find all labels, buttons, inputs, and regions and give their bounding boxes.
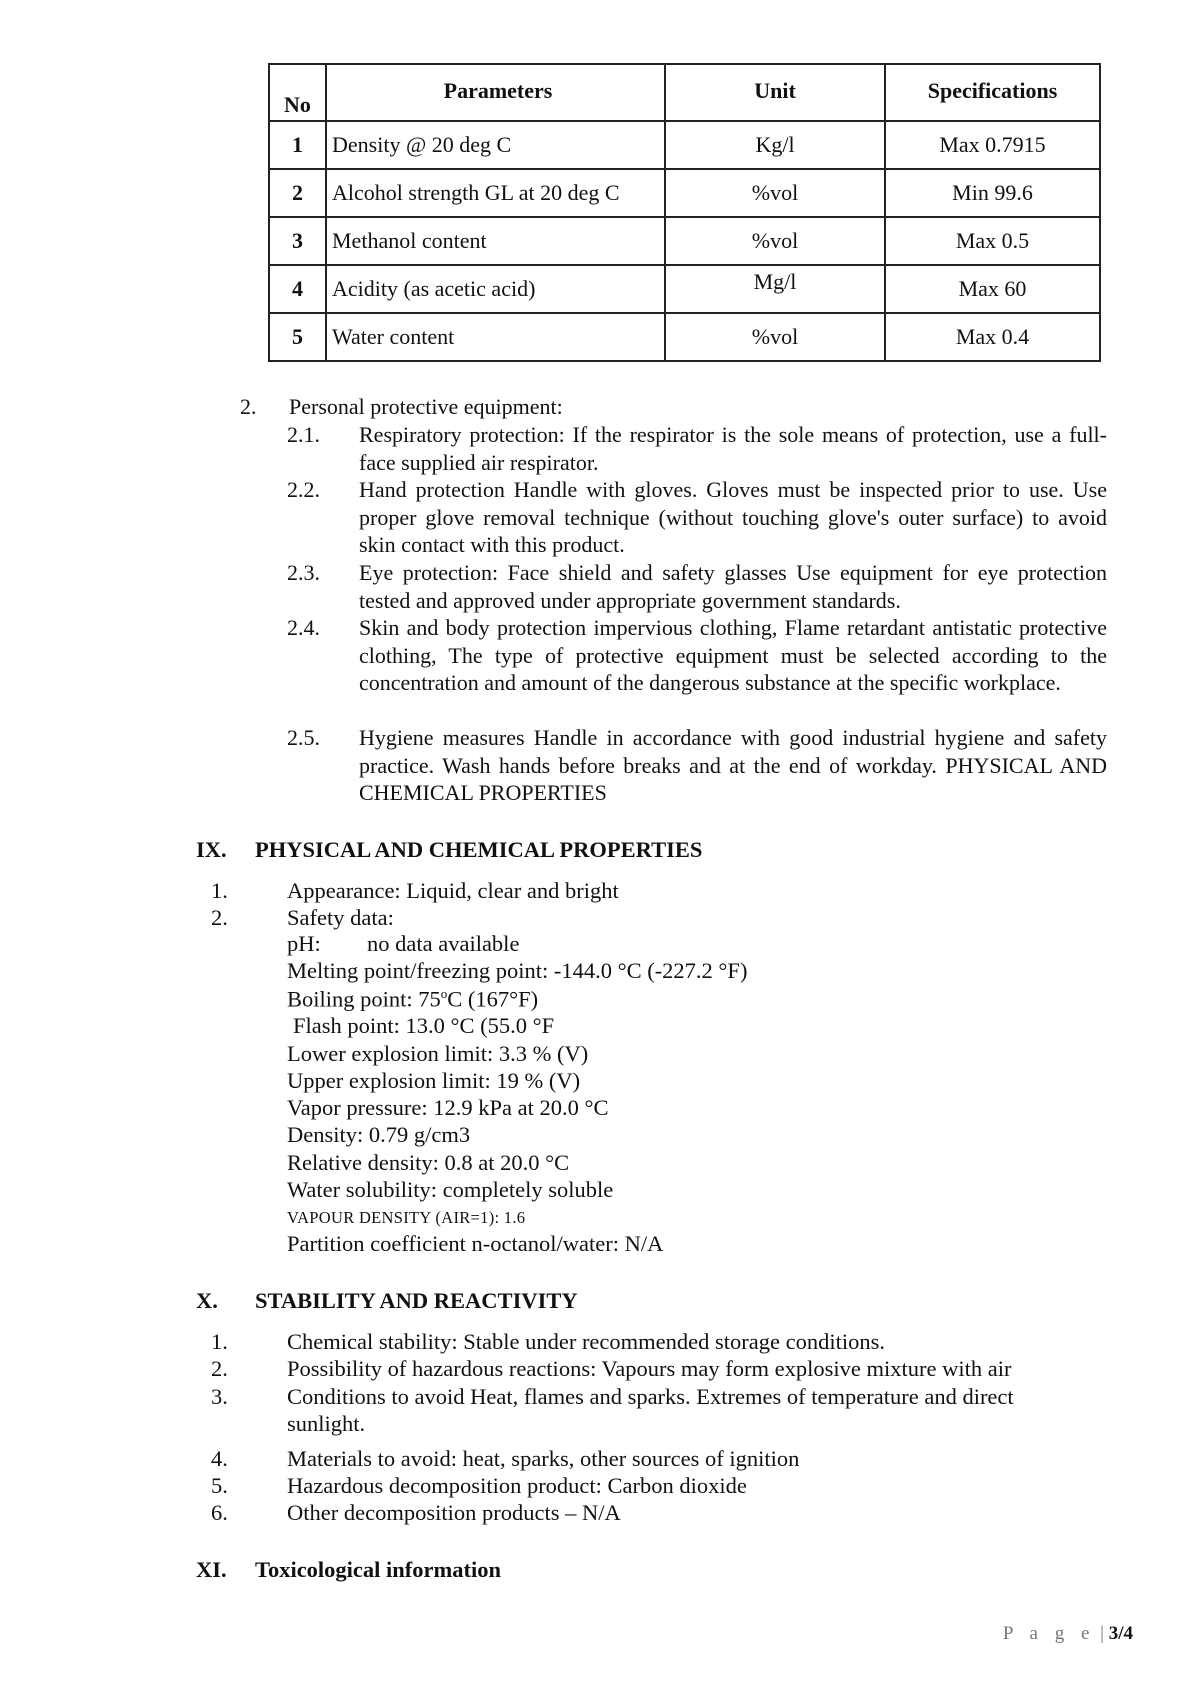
table-row: [269, 265, 1100, 313]
list-item-number: 6.: [211, 1500, 228, 1525]
boiling-point-text: Boiling point: 75: [287, 986, 441, 1012]
table-row: [269, 313, 1100, 361]
partition-coefficient: Partition coefficient n-octanol/water: N/A: [287, 1231, 664, 1256]
header-no: No: [269, 64, 326, 121]
row-unit: %vol: [665, 217, 885, 265]
row-no: 2: [269, 169, 326, 217]
row-no: 4: [269, 265, 326, 313]
list-item-number: 1.: [211, 878, 228, 903]
list-item-text: Hazardous decomposition product: Carbon dioxide: [287, 1473, 747, 1498]
melting-point: Melting point/freezing point: -144.0 °C (-227.2 °F): [287, 958, 748, 983]
row-parameter: Density @ 20 deg C: [326, 121, 665, 169]
water-solubility: Water solubility: completely soluble: [287, 1177, 614, 1202]
section-xi-title: Toxicological information: [255, 1557, 502, 1582]
list-item-number: 2.: [211, 1356, 228, 1381]
ph-row: [287, 931, 520, 957]
ppe-item-number: 2.4.: [287, 615, 320, 640]
ppe-item-text: Respiratory protection: If the respirator is the sole means of protection, use a full-face supplied air respirator.: [359, 422, 1107, 475]
ppe-item-text: Hand protection Handle with gloves. Gloves must be inspected prior to use. Use proper glove removal technique (without touching glove's outer surface) to avoid skin contact with this product.: [359, 477, 1107, 557]
row-parameter: Alcohol strength GL at 20 deg C: [326, 169, 665, 217]
section-ix-title: PHYSICAL AND CHEMICAL PROPERTIES: [255, 837, 703, 862]
page-separator: |: [1100, 1623, 1104, 1644]
degree-superscript: o: [440, 986, 448, 1001]
page-label: P a g e: [1002, 1623, 1096, 1644]
table-header-row: [269, 64, 1100, 121]
ppe-item-number: 2.5.: [287, 725, 320, 750]
header-parameters: Parameters: [326, 64, 665, 121]
ppe-item-text: Eye protection: Face shield and safety glasses Use equipment for eye protection tested and approved under appropriate government standards.: [359, 560, 1107, 613]
row-spec: Min 99.6: [885, 169, 1100, 217]
row-no: 3: [269, 217, 326, 265]
vapor-pressure: Vapor pressure: 12.9 kPa at 20.0 °C: [287, 1095, 609, 1120]
ppe-item-number: 2.3.: [287, 560, 320, 585]
row-unit: %vol: [665, 313, 885, 361]
row-unit: Mg/l: [665, 265, 885, 313]
vapour-density: VAPOUR DENSITY (AIR=1): 1.6: [287, 1208, 526, 1227]
table-row: [269, 217, 1100, 265]
list-item-text: Possibility of hazardous reactions: Vapours may form explosive mixture with air: [287, 1356, 1012, 1381]
density: Density: 0.79 g/cm3: [287, 1122, 471, 1147]
ppe-item-number: 2.2.: [287, 477, 320, 502]
row-spec: Max 0.7915: [885, 121, 1100, 169]
section-x-title: STABILITY AND REACTIVITY: [255, 1288, 578, 1313]
ppe-number: 2.: [240, 394, 257, 419]
row-unit: Kg/l: [665, 121, 885, 169]
list-item-text: Materials to avoid: heat, sparks, other sources of ignition: [287, 1446, 800, 1471]
row-spec: Max 0.4: [885, 313, 1100, 361]
list-item-number: 2.: [211, 905, 228, 930]
row-spec: Max 60: [885, 265, 1100, 313]
section-xi-numeral: XI.: [196, 1557, 227, 1582]
list-item-number: 4.: [211, 1446, 228, 1471]
list-item-text: Safety data:: [287, 905, 394, 930]
list-item-number: 3.: [211, 1384, 228, 1409]
row-no: 5: [269, 313, 326, 361]
ppe-item-text: Skin and body protection impervious clothing, Flame retardant antistatic protective clothing, The type of protective equipment must be selected according to the concentration and amount of the dangerous substance at the specific workplace.: [359, 615, 1107, 695]
list-item-text-continued: sunlight.: [287, 1411, 366, 1436]
list-item-text: Chemical stability: Stable under recommended storage conditions.: [287, 1329, 885, 1354]
table-row: [269, 169, 1100, 217]
section-x-numeral: X.: [196, 1288, 218, 1313]
row-parameter: Acidity (as acetic acid): [326, 265, 665, 313]
row-parameter: Water content: [326, 313, 665, 361]
list-item-text: Appearance: Liquid, clear and bright: [287, 878, 619, 903]
boiling-point-unit: C (167°F): [447, 986, 539, 1012]
ppe-title: Personal protective equipment:: [289, 394, 563, 419]
ppe-item-text: Hygiene measures Handle in accordance with good industrial hygiene and safety practice. Wash hands before breaks and at the end of workday. PHYSICAL AND CHEMICAL PROPERTIES: [359, 725, 1107, 805]
row-spec: Max 0.5: [885, 217, 1100, 265]
list-item-number: 1.: [211, 1329, 228, 1354]
row-no: 1: [269, 121, 326, 169]
boiling-point: [287, 986, 538, 1013]
ppe-item-number: 2.1.: [287, 422, 320, 447]
page-number: 3/4: [1108, 1623, 1133, 1644]
list-item-number: 5.: [211, 1473, 228, 1498]
section-ix-numeral: IX.: [196, 837, 227, 862]
upper-explosion-limit: Upper explosion limit: 19 % (V): [287, 1068, 581, 1093]
ph-value: no data available: [367, 931, 520, 956]
header-specifications: Specifications: [885, 64, 1100, 121]
header-unit: Unit: [665, 64, 885, 121]
row-parameter: Methanol content: [326, 217, 665, 265]
list-item-text: Conditions to avoid Heat, flames and sparks. Extremes of temperature and direct: [287, 1384, 1014, 1409]
ph-label: pH:: [287, 931, 321, 956]
row-unit: %vol: [665, 169, 885, 217]
specifications-table: [268, 63, 1101, 362]
page-footer: [1003, 1623, 1133, 1645]
relative-density: Relative density: 0.8 at 20.0 °C: [287, 1150, 570, 1175]
table-row: [269, 121, 1100, 169]
flash-point: Flash point: 13.0 °C (55.0 °F: [293, 1013, 555, 1038]
list-item-text: Other decomposition products – N/A: [287, 1500, 621, 1525]
lower-explosion-limit: Lower explosion limit: 3.3 % (V): [287, 1041, 589, 1066]
